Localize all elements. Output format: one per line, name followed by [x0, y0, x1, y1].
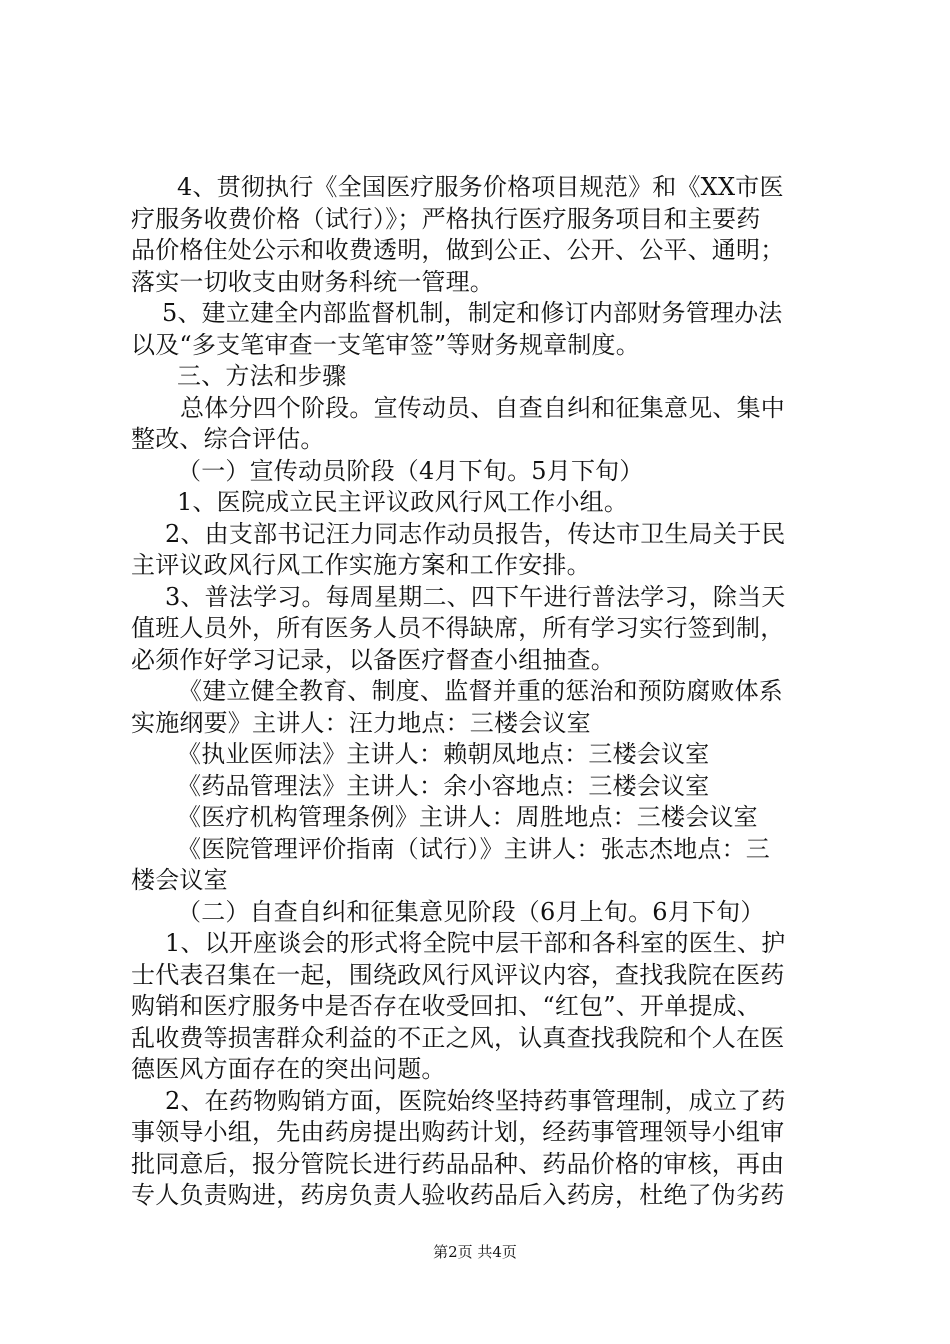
text-line: 必须作好学习记录，以备医疗督查小组抽查。: [131, 645, 615, 674]
text-line: 总体分四个阶段。宣传动员、自查自纠和征集意见、集中: [180, 393, 785, 422]
text-line: 事领导小组，先由药房提出购药计划，经药事管理领导小组审: [131, 1118, 785, 1146]
text-line: 值班人员外，所有医务人员不得缺席，所有学习实行签到制，: [131, 614, 785, 642]
section-heading: 三、方法和步骤: [177, 362, 347, 390]
text-line: 以及“多支笔审查一支笔审签”等财务规章制度。: [131, 330, 640, 359]
text-line: 整改、综合评估。: [131, 425, 325, 453]
text-line: 3、普法学习。每周星期二、四下午进行普法学习，除当天: [165, 582, 786, 611]
text-line: 《建立健全教育、制度、监督并重的惩治和预防腐败体系: [178, 677, 783, 705]
subsection-heading: （二）自查自纠和征集意见阶段（6月上旬。6月下旬）: [177, 897, 765, 926]
text-line: 乱收费等损害群众利益的不正之风，认真查找我院和个人在医: [131, 1023, 785, 1052]
text-line: 落实一切收支由财务科统一管理。: [131, 267, 494, 296]
text-line: 《医疗机构管理条例》主讲人：周胜地点：三楼会议室: [177, 803, 758, 831]
subsection-heading: （一）宣传动员阶段（4月下旬。5月下旬）: [177, 456, 644, 485]
text-line: 专人负责购进，药房负责人验收药品后入药房，杜绝了伪劣药: [131, 1181, 785, 1209]
text-line: 疗服务收费价格（试行）》；严格执行医疗服务项目和主要药: [131, 204, 761, 233]
text-line: 《执业医师法》主讲人：赖朝凤地点：三楼会议室: [177, 740, 710, 768]
text-line: 2、由支部书记汪力同志作动员报告，传达市卫生局关于民: [165, 519, 786, 548]
text-line: 品价格住处公示和收费透明，做到公正、公开、公平、通明；: [131, 236, 785, 264]
text-line: 2、在药物购销方面，医院始终坚持药事管理制，成立了药: [165, 1086, 786, 1115]
text-line: 《医院管理评价指南（试行）》主讲人：张志杰地点：三: [177, 834, 770, 863]
text-line: 5、建立建全内部监督机制，制定和修订内部财务管理办法: [162, 299, 783, 327]
text-line: 实施纲要》主讲人：汪力地点：三楼会议室: [131, 708, 591, 737]
text-line: 士代表召集在一起，围绕政风行风评议内容，查找我院在医药: [131, 960, 785, 989]
text-line: 购销和医疗服务中是否存在收受回扣、“红包”、开单提成、: [131, 992, 761, 1020]
text-line: 4、贯彻执行《全国医疗服务价格项目规范》和《XX市医: [177, 173, 784, 201]
text-line: 德医风方面存在的突出问题。: [131, 1055, 446, 1083]
page-number-footer: 第2页 共4页: [433, 1243, 517, 1261]
text-line: 楼会议室: [131, 866, 228, 894]
text-line: 《药品管理法》主讲人：余小容地点：三楼会议室: [177, 771, 710, 800]
text-line: 主评议政风行风工作实施方案和工作安排。: [131, 551, 591, 579]
text-line: 1、以开座谈会的形式将全院中层干部和各科室的医生、护: [165, 929, 786, 957]
text-line: 批同意后，报分管院长进行药品品种、药品价格的审核，再由: [131, 1149, 785, 1178]
text-line: 1、医院成立民主评议政风行风工作小组。: [177, 488, 629, 516]
